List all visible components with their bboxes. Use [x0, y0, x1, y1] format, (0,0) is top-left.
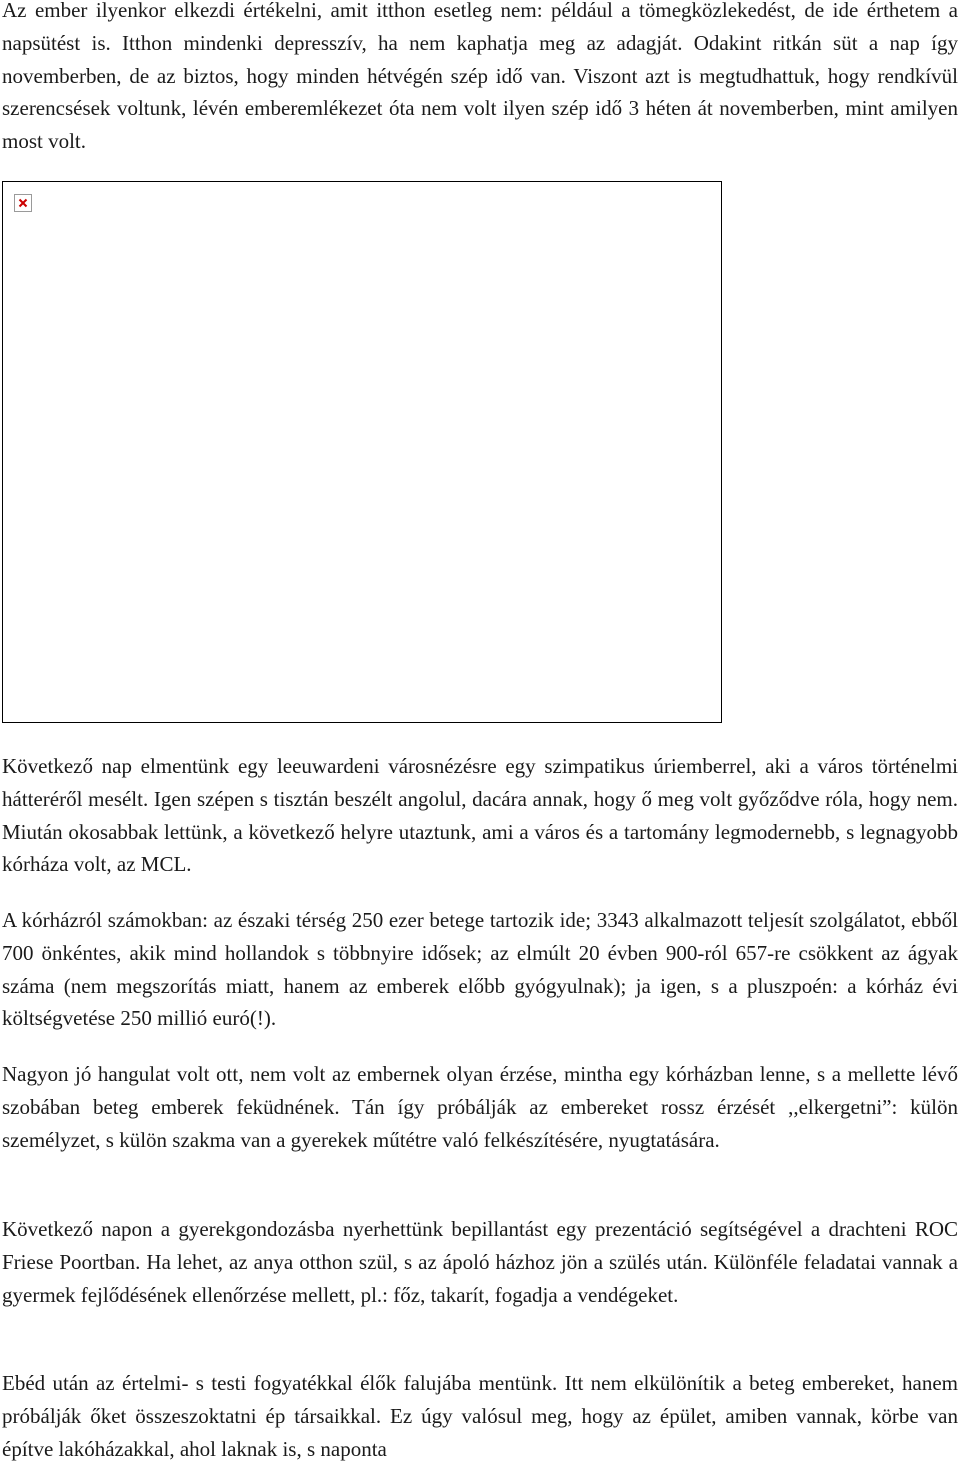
broken-image-icon	[14, 194, 32, 212]
broken-image-placeholder	[2, 181, 722, 723]
paragraph-village: Ebéd után az értelmi- s testi fogyatékkal élők falujába mentünk. Itt nem elkülönítik a beteg embereket, hanem próbálják őket összeszoktatni ép társaikkal. Ez úgy valósul meg, hogy az épület, amiben vannak, körbe van építve lakóházakkal, ahol laknak is, s naponta	[2, 1371, 958, 1461]
paragraph-weather: Az ember ilyenkor elkezdi értékelni, amit itthon esetleg nem: például a tömegközlekedést, de ide érthetem a napsütést is. Itthon mindenki depresszív, ha nem kaphatja meg az adagját. Odakint ritkán süt a nap így novemberben, de az biztos, hogy minden hétvégén szép idő van. Viszont azt is megtudhattuk, hogy rendkívül szerencsések voltunk, lévén emberemlékezet óta nem volt ilyen szép idő 3 héten át novemberben, mint amilyen most volt.	[2, 0, 958, 154]
paragraph-hospital-numbers: A kórházról számokban: az északi térség 250 ezer betege tartozik ide; 3343 alkalmazott teljesít szolgálatot, ebből 700 önkéntes, akik mind hollandok s többnyire idősek; az elmúlt 20 évben 900-ról 657-re csökkent az ágyak száma (nem megszorítás miatt, hanem az emberek előbb gyógyulnak); ja igen, s a pluszpoén: a kórház évi költségvetése 250 millió euró(!).	[2, 908, 958, 1031]
paragraph-city-tour: Következő nap elmentünk egy leeuwardeni városnézésre egy szimpatikus úriemberrel, aki a város történelmi hátteréről mesélt. Igen szépen s tisztán beszélt angolul, dacára annak, hogy ő meg volt győződve róla, hogy nem. Miután okosabbak lettünk, a következő helyre utaztunk, ami a város és a tartomány legmodernebb, s legnagyobb kórháza volt, az MCL.	[2, 754, 958, 877]
paragraph-childcare: Következő napon a gyerekgondozásba nyerhettünk bepillantást egy prezentáció segítségével a drachteni ROC Friese Poortban. Ha lehet, az anya otthon szül, s az ápoló házhoz jön a szülés után. Különféle feladatai vannak a gyermek fejlődésének ellenőrzése mellett, pl.: főz, takarít, fogadja a vendégeket.	[2, 1217, 958, 1307]
paragraph-hospital-atmosphere: Nagyon jó hangulat volt ott, nem volt az embernek olyan érzése, mintha egy kórházban lenne, s a mellette lévő szobában beteg emberek feküdnének. Tán így próbálják az embereket rossz érzését ,,elkergetni”: külön személyzet, s külön szakma van a gyerekek műtétre való felkészítésére, nyugtatására.	[2, 1062, 958, 1152]
